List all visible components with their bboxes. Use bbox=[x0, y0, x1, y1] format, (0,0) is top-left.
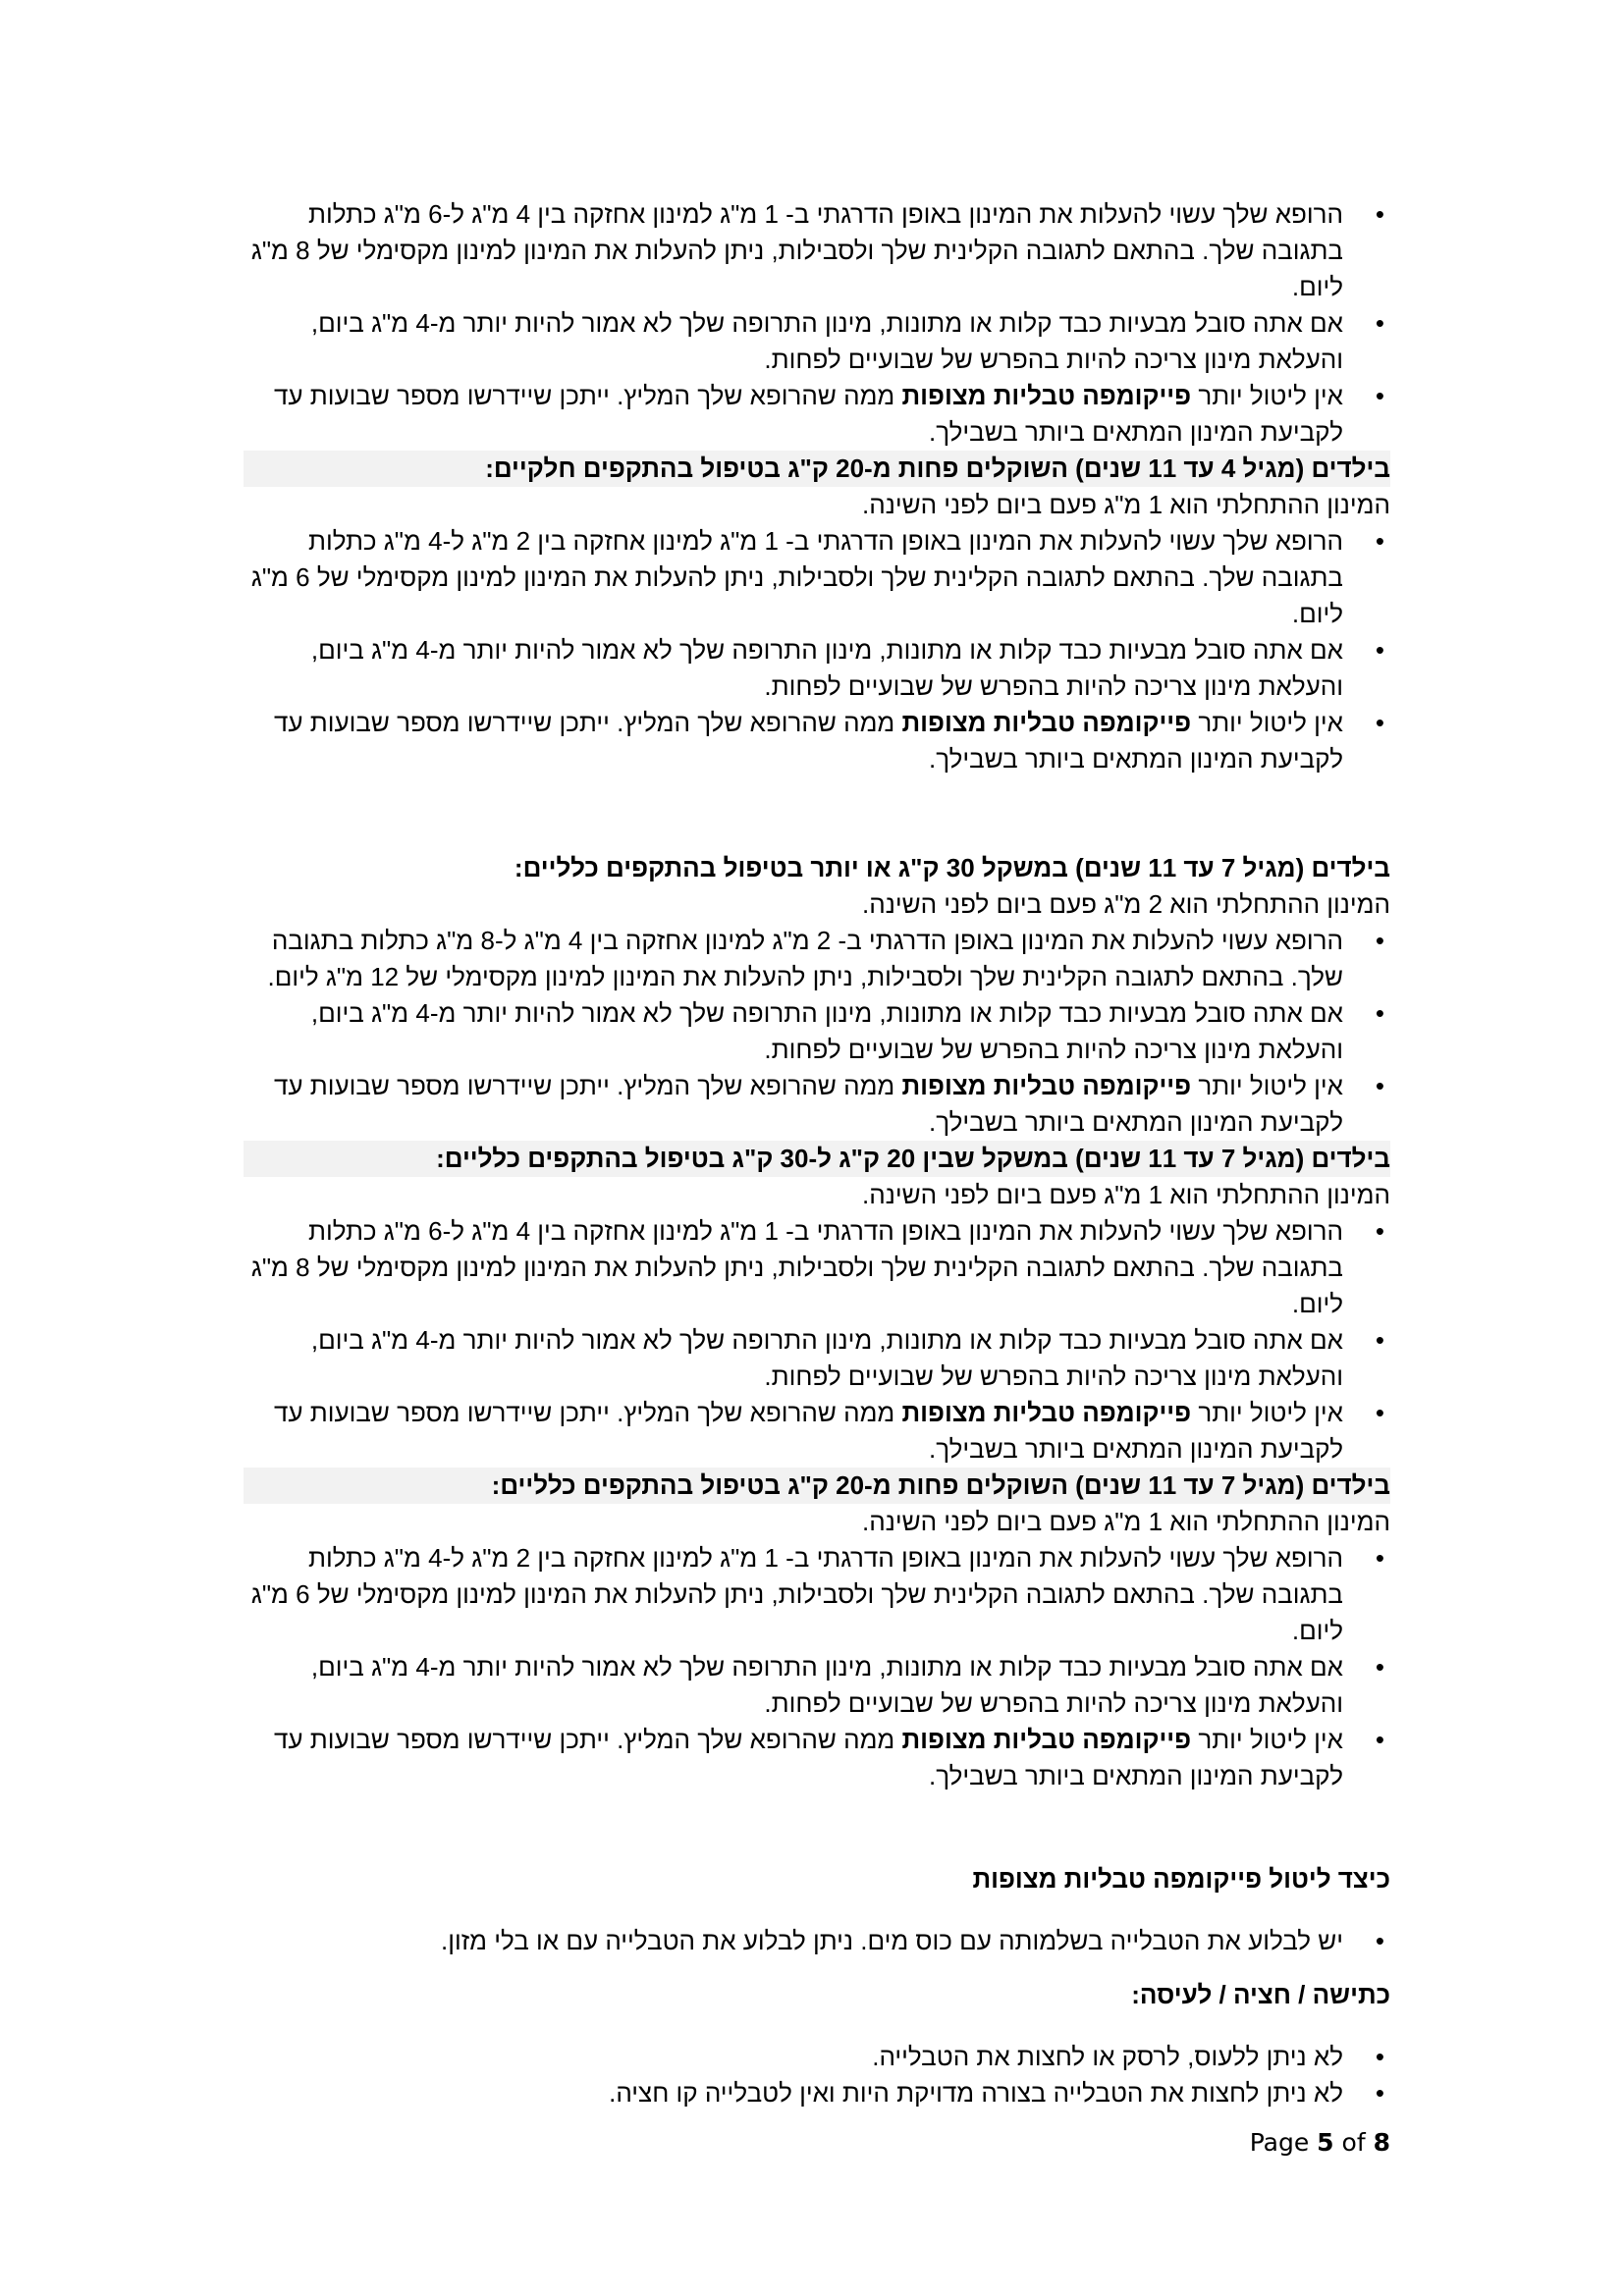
list-item: • יש לבלוע את הטבלייה בשלמותה עם כוס מים. ניתן לבלוע את הטבלייה עם או בלי מזון. bbox=[244, 1923, 1390, 1959]
bullet-icon: • bbox=[1375, 1071, 1384, 1100]
drug-name: פייקומפה טבליות מצופות bbox=[901, 708, 1192, 737]
dosage-list bbox=[244, 523, 1390, 777]
section-heading: בילדים (מגיל 7 עד 11 שנים) במשקל 30 ק"ג או יותר בטיפול בהתקפים כלליים: bbox=[514, 853, 1390, 882]
bullet-icon: • bbox=[1375, 308, 1384, 338]
crushing-list bbox=[244, 2039, 1390, 2111]
list-item: • הרופא שלך עשוי להעלות את המינון באופן הדרגתי ב- 1 מ"ג למינון אחזקה בין 4 מ"ג ל-6 מ"ג כתלות בתגובה שלך. בהתאם לתגובה הקלינית שלך ולסבילות, ניתן להעלות את המינון למינון מקסימלי של 8 מ"ג ליום. bbox=[244, 1213, 1390, 1322]
starting-dose-text: המינון ההתחלתי הוא 2 מ"ג פעם ביום לפני השינה. bbox=[862, 889, 1390, 919]
bullet-icon: • bbox=[1375, 1725, 1384, 1754]
list-item: • אם אתה סובל מבעיות כבד קלות או מתונות, מינון התרופה שלך לא אמור להיות יותר מ-4 מ"ג ביום, והעלאת מינון צריכה להיות בהפרש של שבועיים לפחות. bbox=[244, 632, 1390, 705]
list-item: • אם אתה סובל מבעיות כבד קלות או מתונות, מינון התרופה שלך לא אמור להיות יותר מ-4 מ"ג ביום, והעלאת מינון צריכה להיות בהפרש של שבועיים לפחות. bbox=[244, 305, 1390, 378]
bullet-icon: • bbox=[1375, 635, 1384, 665]
dosage-list bbox=[244, 1540, 1390, 1794]
bullet-icon: • bbox=[1375, 926, 1384, 955]
section-heading: בילדים (מגיל 7 עד 11 שנים) במשקל שבין 20 ק"ג ל-30 ק"ג בטיפול בהתקפים כלליים: bbox=[244, 1141, 1390, 1177]
bullet-icon: • bbox=[1375, 998, 1384, 1028]
starting-dose-text: המינון ההתחלתי הוא 1 מ"ג פעם ביום לפני השינה. bbox=[862, 490, 1390, 519]
how-to-take-list bbox=[244, 1923, 1390, 1959]
list-item: • אם אתה סובל מבעיות כבד קלות או מתונות, מינון התרופה שלך לא אמור להיות יותר מ-4 מ"ג ביום, והעלאת מינון צריכה להיות בהפרש של שבועיים לפחות. bbox=[244, 1649, 1390, 1722]
bullet-icon: • bbox=[1375, 1398, 1384, 1427]
how-to-take-heading: כיצד ליטול פייקומפה טבליות מצופות bbox=[972, 1864, 1390, 1894]
bullet-icon: • bbox=[1375, 526, 1384, 556]
bullet-icon: • bbox=[1375, 1926, 1384, 1955]
list-item: • אם אתה סובל מבעיות כבד קלות או מתונות, מינון התרופה שלך לא אמור להיות יותר מ-4 מ"ג ביום, והעלאת מינון צריכה להיות בהפרש של שבועיים לפחות. bbox=[244, 1322, 1390, 1395]
bullet-icon: • bbox=[1375, 1543, 1384, 1573]
list-item: • הרופא שלך עשוי להעלות את המינון באופן הדרגתי ב- 1 מ"ג למינון אחזקה בין 2 מ"ג ל-4 מ"ג כתלות בתגובה שלך. בהתאם לתגובה הקלינית שלך ולסבילות, ניתן להעלות את המינון למינון מקסימלי של 6 מ"ג ליום. bbox=[244, 1540, 1390, 1649]
list-item: • לא ניתן ללעוס, לרסק או לחצות את הטבלייה. bbox=[244, 2039, 1390, 2075]
crushing-heading: כתישה / חציה / לעיסה: bbox=[1131, 1980, 1390, 2009]
dosage-list bbox=[244, 1213, 1390, 1468]
spacer bbox=[244, 777, 1390, 850]
drug-name: פייקומפה טבליות מצופות bbox=[901, 1071, 1192, 1100]
drug-name: פייקומפה טבליות מצופות bbox=[901, 1725, 1192, 1754]
list-item: • הרופא עשוי להעלות את המינון באופן הדרגתי ב- 2 מ"ג למינון אחזקה בין 4 מ"ג ל-8 מ"ג כתלות בתגובה שלך. בהתאם לתגובה הקלינית שלך ולסבילות, ניתן להעלות את המינון למינון מקסימלי של 12 מ"ג ליום. bbox=[244, 923, 1390, 995]
list-item: • אין ליטול יותר פייקומפה טבליות מצופות ממה שהרופא שלך המליץ. ייתכן שיידרשו מספר שבועות עד לקביעת המינון המתאים ביותר בשבילך. bbox=[244, 378, 1390, 451]
drug-name: פייקומפה טבליות מצופות bbox=[901, 1398, 1192, 1427]
section-heading: בילדים (מגיל 7 עד 11 שנים) השוקלים פחות מ-20 ק"ג בטיפול בהתקפים כלליים: bbox=[244, 1468, 1390, 1504]
list-item: • הרופא שלך עשוי להעלות את המינון באופן הדרגתי ב- 1 מ"ג למינון אחזקה בין 2 מ"ג ל-4 מ"ג כתלות בתגובה שלך. בהתאם לתגובה הקלינית שלך ולסבילות, ניתן להעלות את המינון למינון מקסימלי של 6 מ"ג ליום. bbox=[244, 523, 1390, 632]
starting-dose-text: המינון ההתחלתי הוא 1 מ"ג פעם ביום לפני השינה. bbox=[862, 1180, 1390, 1209]
list-item: • אין ליטול יותר פייקומפה טבליות מצופות ממה שהרופא שלך המליץ. ייתכן שיידרשו מספר שבועות עד לקביעת המינון המתאים ביותר בשבילך. bbox=[244, 1068, 1390, 1141]
list-item: • אין ליטול יותר פייקומפה טבליות מצופות ממה שהרופא שלך המליץ. ייתכן שיידרשו מספר שבועות עד לקביעת המינון המתאים ביותר בשבילך. bbox=[244, 1722, 1390, 1794]
drug-name: פייקומפה טבליות מצופות bbox=[901, 381, 1192, 410]
list-item: • אין ליטול יותר פייקומפה טבליות מצופות ממה שהרופא שלך המליץ. ייתכן שיידרשו מספר שבועות עד לקביעת המינון המתאים ביותר בשבילך. bbox=[244, 1395, 1390, 1468]
bullet-icon: • bbox=[1375, 199, 1384, 229]
list-item: • הרופא שלך עשוי להעלות את המינון באופן הדרגתי ב- 1 מ"ג למינון אחזקה בין 4 מ"ג ל-6 מ"ג כתלות בתגובה שלך. בהתאם לתגובה הקלינית שלך ולסבילות, ניתן להעלות את המינון למינון מקסימלי של 8 מ"ג ליום. bbox=[244, 196, 1390, 305]
bullet-icon: • bbox=[1375, 381, 1384, 410]
bullet-icon: • bbox=[1375, 1216, 1384, 1246]
dosage-list-continued bbox=[244, 196, 1390, 451]
dosage-list bbox=[244, 923, 1390, 1141]
bullet-icon: • bbox=[1375, 1652, 1384, 1682]
list-item: • אם אתה סובל מבעיות כבד קלות או מתונות, מינון התרופה שלך לא אמור להיות יותר מ-4 מ"ג ביום, והעלאת מינון צריכה להיות בהפרש של שבועיים לפחות. bbox=[244, 995, 1390, 1068]
list-item: • אין ליטול יותר פייקומפה טבליות מצופות ממה שהרופא שלך המליץ. ייתכן שיידרשו מספר שבועות עד לקביעת המינון המתאים ביותר בשבילך. bbox=[244, 705, 1390, 777]
bullet-icon: • bbox=[1375, 2078, 1384, 2108]
document-body bbox=[244, 196, 1390, 2111]
list-item: • לא ניתן לחצות את הטבלייה בצורה מדויקת היות ואין לטבלייה קו חציה. bbox=[244, 2075, 1390, 2111]
bullet-icon: • bbox=[1375, 708, 1384, 737]
page-number: Page 5 of 8 bbox=[1249, 2128, 1390, 2157]
starting-dose-text: המינון ההתחלתי הוא 1 מ"ג פעם ביום לפני השינה. bbox=[862, 1507, 1390, 1536]
bullet-icon: • bbox=[1375, 2042, 1384, 2071]
bullet-icon: • bbox=[1375, 1325, 1384, 1355]
section-heading: בילדים (מגיל 4 עד 11 שנים) השוקלים פחות מ-20 ק"ג בטיפול בהתקפים חלקיים: bbox=[244, 451, 1390, 487]
